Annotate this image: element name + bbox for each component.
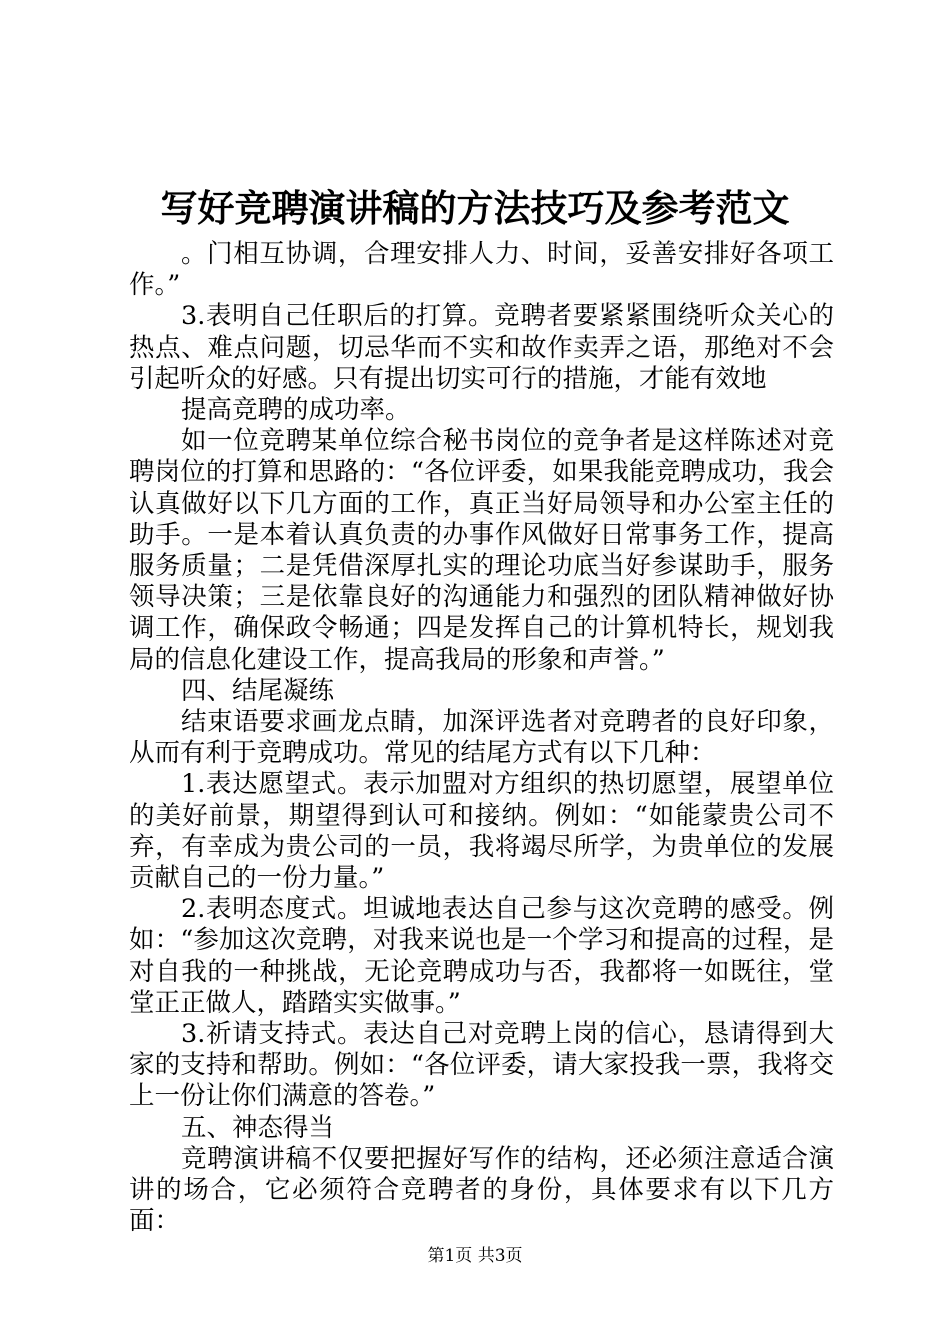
paragraph: 3.祈请支持式。表达自己对竞聘上岗的信心，恳请得到大家的支持和帮助。例如：“各位评委，请大家投我一票，我将交上一份让你们满意的答卷。” (129, 1019, 834, 1112)
document-title: 写好竞聘演讲稿的方法技巧及参考范文 (160, 186, 790, 230)
page-number-footer: 第1页 共3页 (427, 1246, 523, 1266)
paragraph: 1.表达愿望式。表示加盟对方组织的热切愿望，展望单位的美好前景，期望得到认可和接纳。例如：“如能蒙贵公司不弃，有幸成为贵公司的一员，我将竭尽所学，为贵单位的发展贡献自己的一份力量。” (129, 769, 834, 894)
section-heading: 五、神态得当 (181, 1112, 335, 1143)
paragraph: 竞聘演讲稿不仅要把握好写作的结构，还必须注意适合演讲的场合，它必须符合竞聘者的身份，具体要求有以下几方面： (129, 1143, 834, 1237)
paragraph: 3.表明自己任职后的打算。竞聘者要紧紧围绕听众关心的热点、难点问题，切忌华而不实和故作卖弄之语，那绝对不会引起听众的好感。只有提出切实可行的措施，才能有效地 (129, 301, 834, 394)
paragraph: 提高竞聘的成功率。 (181, 395, 411, 426)
section-heading: 四、结尾凝练 (181, 675, 335, 706)
paragraph: 如一位竞聘某单位综合秘书岗位的竞争者是这样陈述对竞聘岗位的打算和思路的：“各位评委，如果我能竞聘成功，我会认真做好以下几方面的工作，真正当好局领导和办公室主任的助手。一是本着认真负责的办事作风做好日常事务工作，提高服务质量；二是凭借深厚扎实的理论功底当好参谋助手，服务领导决策；三是依靠良好的沟通能力和强烈的团队精神做好协调工作，确保政令畅通；四是发挥自己的计算机特长，规划我局的信息化建设工作，提高我局的形象和声誉。” (129, 426, 834, 675)
document-body (129, 239, 834, 1238)
paragraph: 2.表明态度式。坦诚地表达自己参与这次竞聘的感受。例如：“参加这次竞聘，对我来说也是一个学习和提高的过程，是对自我的一种挑战，无论竞聘成功与否，我都将一如既往，堂堂正正做人，踏踏实实做事。” (129, 894, 834, 1018)
paragraph: 。门相互协调，合理安排人力、时间，妥善安排好各项工作。” (129, 239, 834, 301)
paragraph: 结束语要求画龙点睛，加深评选者对竞聘者的良好印象，从而有利于竞聘成功。常见的结尾方式有以下几种： (129, 707, 834, 769)
